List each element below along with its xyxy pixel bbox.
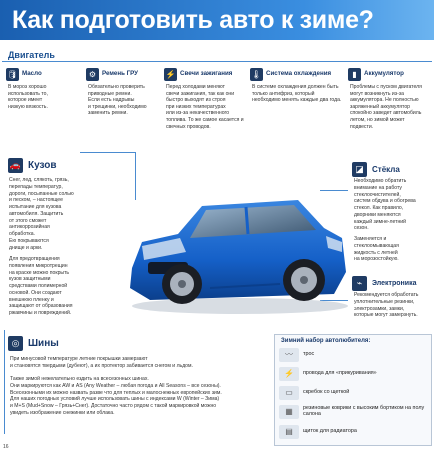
engine-card-text: Проблемы с пуском двигателя могут возникнуть из-за аккумулятора. Не полностью заряженный аккумулятор спокойно заведет автомобиль летом, но зимой может подвести. bbox=[350, 84, 422, 130]
header-banner bbox=[0, 0, 434, 40]
scraper-brush-icon: ▭ bbox=[279, 386, 299, 400]
engine-divider-line bbox=[2, 61, 432, 62]
electronics-section-title: Электроника bbox=[372, 280, 417, 287]
kit-item-label: скребок со щеткой bbox=[303, 389, 350, 395]
engine-card-cooling-system bbox=[250, 68, 346, 138]
car-body-icon: 🚗 bbox=[8, 158, 23, 173]
body-section-text-polish: Для предотвращения появления микротрещин на краске можно покрыть кузов защитными средствами полимерной основой. Они создают внешнюю пленку и защищают от образования ржавчины и повреждений. bbox=[9, 256, 73, 317]
engine-card-text: В мороз хорошо использовать то, которое имеет низкую вязкость. bbox=[8, 84, 48, 110]
engine-section-title: Двигатель bbox=[8, 50, 55, 60]
engine-card-battery bbox=[348, 68, 432, 138]
tire-icon: ◎ bbox=[8, 336, 23, 351]
glass-section-title: Стёкла bbox=[372, 165, 400, 174]
kit-item-label: провода для «прикуривания» bbox=[303, 370, 377, 376]
battery-icon: ▮ bbox=[348, 68, 361, 81]
engine-card-text: В системе охлаждения должен быть только антифриз, который необходимо менять каждые два года. bbox=[252, 84, 342, 104]
floor-mat-icon: ▦ bbox=[279, 405, 299, 419]
engine-card-spark-plugs bbox=[164, 68, 250, 138]
kit-item-floor-mats bbox=[279, 403, 429, 421]
engine-card-text: Перед холодами меняют свечи зажигания, так как они быстро выходят из строя при низких температурах или из-за некачественного топлива. То же самое касается и свечных проводов. bbox=[166, 84, 244, 130]
radiator-shield-icon: ▤ bbox=[279, 425, 299, 439]
engine-card-title: Масло bbox=[22, 70, 42, 77]
tires-section-text-allseason: Также зимой нежелательно ездить на всесезонных шинах. Они маркируются как AW и AS (Any Weather – любая погода и All Seasons – все сезоны). Всесезонными их можно назвать разве что для теплых и малоснежных европейских зим. Для наших погодных условий лучше использовать шины с индексами W (Winter – Зима) и M+S (Mud+Snow – Грязь+Снег). Достаточно часто рядом с такой маркировкой можно увидеть изображение снежинки или облака. bbox=[10, 376, 222, 416]
body-section-text: Снег, лед, слякоть, грязь, перепады температур, дороги, посыпанные солью и песком, – настоящее испытание для кузова автомобиля. Защитить от этого сможет антикоррозийная обработка. Ею покрываются днище и арки. bbox=[9, 177, 74, 251]
winter-kit-title: Зимний набор автолюбителя: bbox=[281, 338, 371, 344]
engine-card-title: Свечи зажигания bbox=[180, 70, 233, 77]
page-number: 16 bbox=[3, 444, 9, 450]
oil-can-icon: 🛢 bbox=[7, 70, 18, 79]
jumper-cables-icon: ⚡ bbox=[279, 367, 299, 381]
kit-item-label: резиновые коврики с высоким бортиком на полу салона bbox=[303, 405, 425, 417]
thermometer-icon: 🌡 bbox=[251, 70, 262, 79]
winter-kit-box bbox=[274, 334, 432, 446]
glass-section-text: Необходимо обратить внимание на работу стеклоочистителей, систем обдува и обогрева стекол. Как правило, дворники меняются каждый зимне-летний сезон. bbox=[354, 178, 416, 232]
tires-side-line bbox=[4, 330, 5, 434]
kit-item-scraper-brush bbox=[279, 384, 429, 402]
windshield-icon: ◪ bbox=[352, 162, 367, 177]
engine-card-oil bbox=[6, 68, 78, 138]
engine-card-title: Система охлаждения bbox=[266, 70, 332, 77]
body-connector-line bbox=[80, 152, 135, 153]
kit-item-jumper-cables bbox=[279, 365, 429, 383]
spark-plug-icon: ⚡ bbox=[165, 70, 176, 79]
kit-item-tow-rope bbox=[279, 346, 429, 364]
engine-card-title: Аккумулятор bbox=[364, 70, 404, 77]
engine-card-title: Ремень ГРУ bbox=[102, 70, 139, 77]
tires-section-text: При минусовой температуре летние покрышки замерзают и становятся твердыми (дубеют), а их протектор забивается снегом и льдом. bbox=[10, 356, 193, 369]
electronics-section-text: Рекомендуется обработать уплотнительные резинки, электрозамки, замки, которые могут замерзнуть. bbox=[354, 292, 419, 319]
kit-item-label: трос bbox=[303, 351, 315, 357]
kit-item-label: щиток для радиатора bbox=[303, 428, 357, 434]
page-title: Как подготовить авто к зиме? bbox=[12, 6, 374, 34]
tow-rope-icon: 〰 bbox=[279, 348, 299, 362]
engine-card-timing-belt bbox=[86, 68, 162, 138]
engine-card-text: Обязательно проверить приводные ремни. Если есть надрывы и трещинки, необходимо заменить ремни. bbox=[88, 84, 147, 117]
gear-icon: ⚙ bbox=[86, 68, 99, 81]
kit-item-radiator-shield bbox=[279, 423, 429, 441]
car-illustration bbox=[120, 176, 352, 318]
chip-icon: ⌁ bbox=[352, 276, 367, 291]
body-section-title: Кузов bbox=[28, 160, 57, 171]
glass-section-text-washer: Заменяется и стеклоомывающая жидкость с летней на морозостойкую. bbox=[354, 236, 399, 263]
tires-section-title: Шины bbox=[28, 338, 59, 349]
